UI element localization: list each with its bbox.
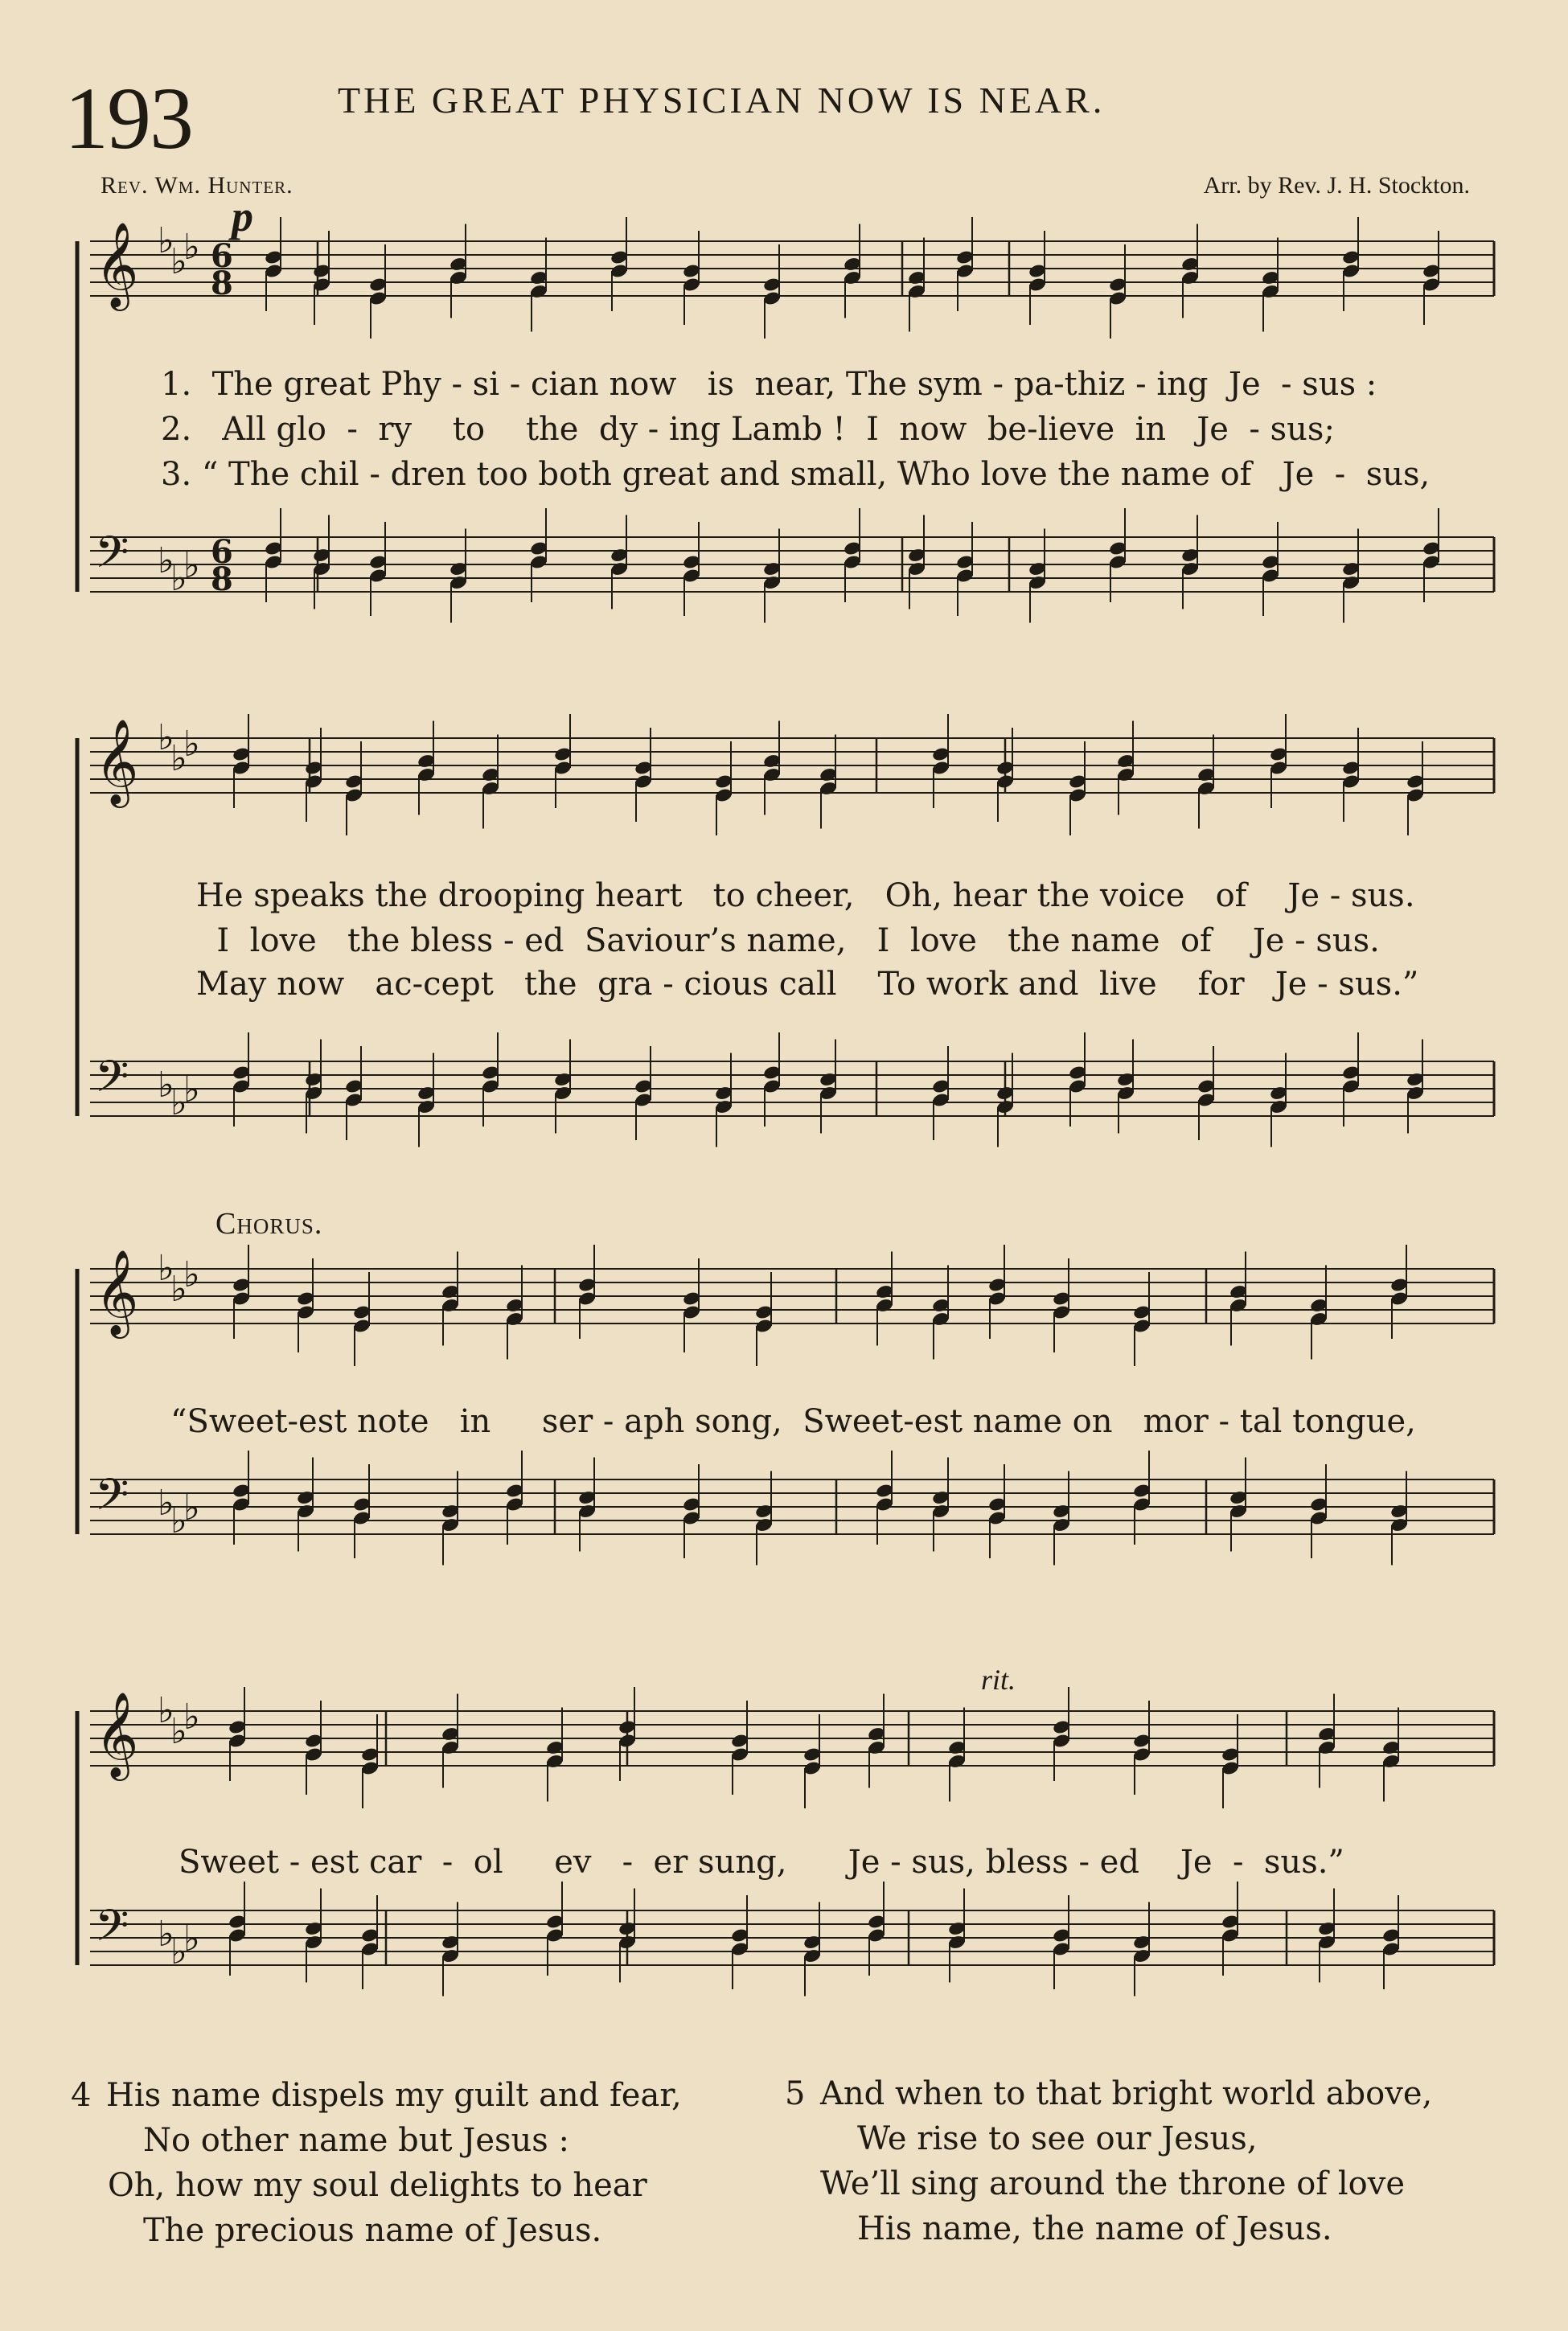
lyric-line: I love the bless - ed Saviour’s name, I love the name of Je - sus. (196, 922, 1380, 959)
stanza-number: 5 (785, 2075, 806, 2112)
stanza-line: The precious name of Jesus. (143, 2212, 602, 2249)
stanza-4 (71, 2073, 682, 2253)
flat-sign: ♭ (183, 227, 200, 268)
bass-clef: 𝄢 (95, 1051, 129, 1113)
flat-sign: ♭ (170, 738, 187, 779)
stanza-line: His name, the name of Jesus. (857, 2210, 1332, 2247)
time-signature-digit: 6 (211, 237, 233, 275)
stanza-line: We rise to see our Jesus, (857, 2120, 1258, 2157)
flat-sign: ♭ (183, 1069, 200, 1110)
time-signature-digit: 8 (211, 265, 233, 302)
flat-sign: ♭ (170, 1711, 187, 1752)
lyric-line: “Sweet-est note in ser - aph song, Sweet-est name on mor - tal tongue, (170, 1403, 1416, 1440)
stanza-number: 4 (71, 2077, 92, 2114)
lyric-line: 2. All glo - ry to the dy - ing Lamb ! I now be-lieve in Je - sus; (161, 411, 1335, 448)
treble-clef: 𝄞 (95, 221, 139, 307)
flat-sign: ♭ (183, 1919, 200, 1960)
flat-sign: ♭ (158, 220, 174, 261)
lyric-line: 3. “ The chil - dren too both great and small, Who love the name of Je - sus, (161, 456, 1430, 493)
time-signature-digit: 8 (211, 560, 233, 598)
flat-sign: ♭ (183, 1697, 200, 1738)
stanza-line: No other name but Jesus : (143, 2122, 570, 2159)
flat-sign: ♭ (170, 241, 187, 282)
hymn-title: THE GREAT PHYSICIAN NOW IS NEAR. (338, 80, 1106, 121)
treble-clef: 𝄞 (95, 1249, 139, 1335)
arranger-credit: Arr. by Rev. J. H. Stockton. (1203, 172, 1470, 199)
flat-sign: ♭ (158, 717, 174, 758)
lyric-line: He speaks the drooping heart to cheer, Oh, hear the voice of Je - sus. (196, 877, 1415, 914)
flat-sign: ♭ (158, 540, 174, 581)
lyric-line: 1. The great Phy - si - cian now is near, The sym - pa-thiz - ing Je - sus : (161, 366, 1377, 403)
flat-sign: ♭ (170, 1082, 187, 1123)
stanza-line: And when to that bright world above, (820, 2075, 1433, 2112)
dynamic-marking: p (232, 192, 253, 240)
treble-clef: 𝄞 (95, 1691, 139, 1777)
treble-clef: 𝄞 (95, 718, 139, 804)
flat-sign: ♭ (158, 1248, 174, 1289)
stanza-5 (785, 2071, 1432, 2251)
flat-sign: ♭ (170, 1931, 187, 1972)
flat-sign: ♭ (158, 1914, 174, 1955)
author-credit: Rev. Wm. Hunter. (101, 172, 293, 199)
lyric-line: Sweet - est car - ol ev - er sung, Je - sus, bless - ed Je - sus.” (179, 1844, 1344, 1881)
flat-sign: ♭ (158, 1483, 174, 1524)
bass-clef: 𝄢 (95, 1469, 129, 1531)
lyric-line: May now ac-cept the gra - cious call To work and live for Je - sus.” (196, 966, 1419, 1003)
flat-sign: ♭ (170, 558, 187, 599)
flat-sign: ♭ (183, 724, 200, 765)
bass-clef: 𝄢 (95, 1900, 129, 1962)
flat-sign: ♭ (183, 545, 200, 586)
chorus-label: Chorus. (215, 1207, 323, 1241)
flat-sign: ♭ (158, 1690, 174, 1731)
stanza-line: His name dispels my guilt and fear, (106, 2077, 682, 2114)
bass-clef: 𝄢 (95, 527, 129, 589)
stanza-line: We’ll sing around the throne of love (820, 2165, 1405, 2202)
rit-marking: rit. (981, 1664, 1016, 1696)
flat-sign: ♭ (158, 1065, 174, 1106)
flat-sign: ♭ (183, 1254, 200, 1295)
time-signature-digit: 6 (211, 533, 233, 571)
hymn-number: 193 (64, 69, 192, 167)
flat-sign: ♭ (170, 1500, 187, 1541)
stanza-line: Oh, how my soul delights to hear (108, 2167, 647, 2204)
flat-sign: ♭ (183, 1488, 200, 1529)
flat-sign: ♭ (170, 1269, 187, 1310)
